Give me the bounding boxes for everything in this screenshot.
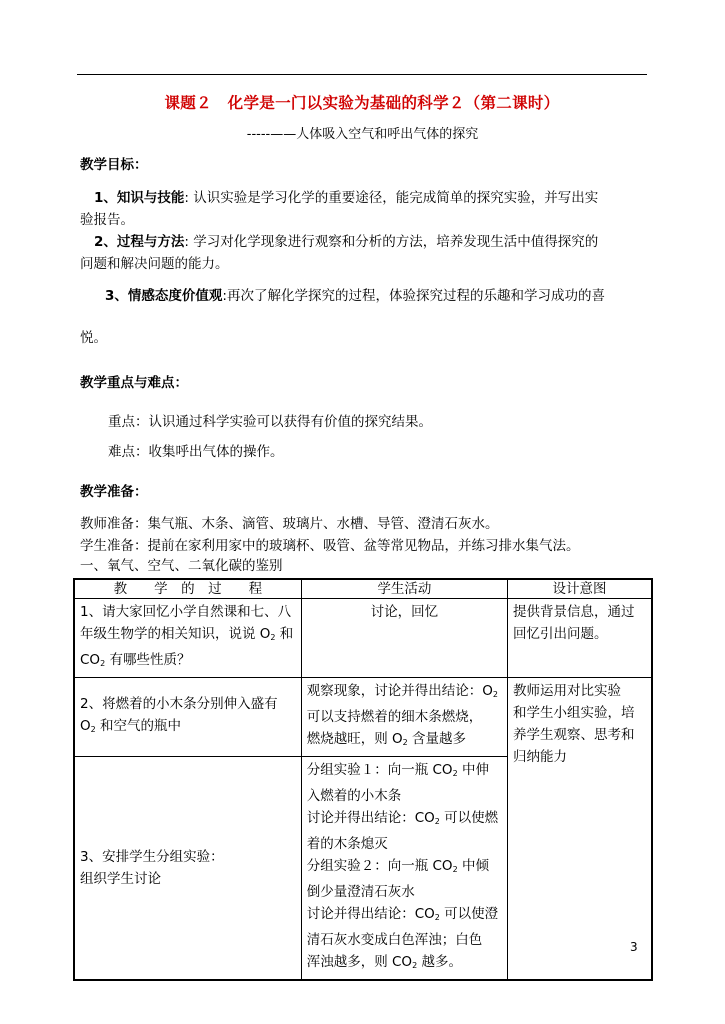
row1-intent: 提供背景信息，通过 回忆引出问题。 — [507, 599, 652, 678]
objective-process-label: 2、过程与方法 — [94, 234, 185, 250]
objective-knowledge-text: : 认识实验是学习化学的重要途径，能完成简单的探究实验，并写出实 — [184, 190, 599, 206]
table-row — [74, 599, 652, 678]
preparation-student: 学生准备：提前在家利用家中的玻璃杯、吸管、盆等常见物品，并练习排水集气法。 — [80, 538, 580, 554]
table-row — [74, 678, 652, 757]
header-rule — [77, 74, 647, 75]
keypoint-difficult: 难点：收集呼出气体的操作。 — [108, 444, 284, 460]
objective-emotion-text: :再次了解化学探究的过程，体验探究过程的乐趣和学习成功的喜 — [222, 288, 605, 304]
preparation-heading: 教学准备： — [80, 484, 148, 500]
objective-process-text: : 学习对化学现象进行观察和分析的方法，培养发现生活中值得探究的 — [184, 234, 599, 250]
objective-process-cont: 问题和解决问题的能力。 — [80, 256, 229, 272]
objective-knowledge-cont: 验报告。 — [80, 212, 134, 228]
row1-activity: 讨论，回忆 — [301, 599, 507, 678]
header-process: 教 学 的 过 程 — [74, 579, 301, 599]
objective-knowledge-label: 1、知识与技能 — [94, 190, 185, 206]
row1-process: 1、请大家回忆小学自然课和七、八 年级生物学的相关知识，说说 $O_2$ 和 $CO_2$ 有哪些性质？ — [74, 599, 301, 678]
keypoint-key: 重点：认识通过科学实验可以获得有价值的探究结果。 — [108, 414, 432, 430]
page-title: 课题２ 化学是一门以实验为基础的科学２（第二课时） — [164, 94, 560, 112]
objective-knowledge — [94, 187, 598, 209]
row2-intent: 教师运用对比实验 和学生小组实验，培 养学生观察、思考和 归纳能力 — [507, 678, 652, 981]
row3-activity: 分组实验１：向一瓶 $CO_2$ 中伸 入燃着的小木条 讨论并得出结论：$CO_2$ 可以使燃 着的木条熄灭 分组实验２：向一瓶 $CO_2$ 中倾 倒少量澄清石灰水 讨论并得出结论：$CO_2$ 可以使澄 清石灰水变成白色浑浊；白色 浑浊越多，则 $CO_2$ 越多。 — [301, 757, 507, 981]
page-number: 3 — [630, 940, 638, 954]
objective-emotion — [105, 285, 605, 307]
objective-process — [94, 231, 598, 253]
page-subtitle: -----——人体吸入空气和呼出气体的探究 — [246, 127, 479, 142]
row2-process: 2、将燃着的小木条分别伸入盛有 $O_2$ 和空气的瓶中 — [74, 678, 301, 757]
lesson-table — [73, 578, 653, 981]
table-header-row — [74, 579, 652, 599]
header-activity: 学生活动 — [301, 579, 507, 599]
row3-process: 3、安排学生分组实验： 组织学生讨论 — [74, 757, 301, 981]
keypoints-heading: 教学重点与难点： — [80, 375, 188, 391]
row2-activity: 观察现象，讨论并得出结论：$O_2$ 可以支持燃着的细木条燃烧， 燃烧越旺，则 $O_2$ 含量越多 — [301, 678, 507, 757]
objective-emotion-label: 3、情感态度价值观 — [105, 288, 223, 304]
section-heading: 一、氧气、空气、二氧化碳的鉴别 — [80, 558, 283, 574]
header-intent: 设计意图 — [507, 579, 652, 599]
objective-emotion-cont: 悦。 — [80, 330, 107, 346]
objectives-heading: 教学目标： — [80, 157, 148, 173]
preparation-teacher: 教师准备：集气瓶、木条、滴管、玻璃片、水槽、导管、澄清石灰水。 — [80, 516, 499, 532]
